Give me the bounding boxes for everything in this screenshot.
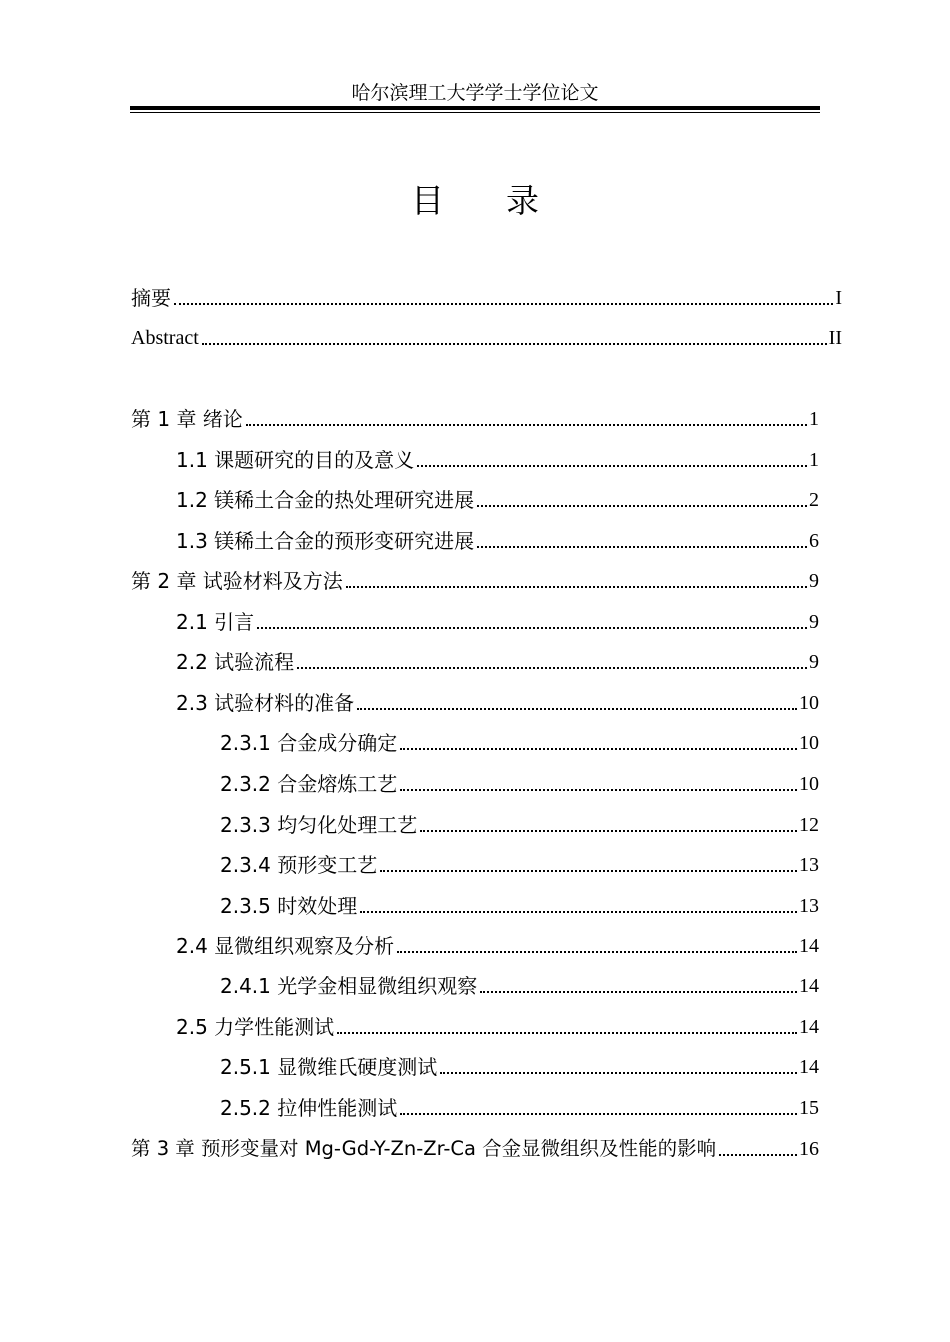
toc-entry-page: 15 [799, 1097, 819, 1119]
toc-entry-2-5-2[interactable] [220, 1090, 819, 1120]
toc-entry-label: 2.3.2 合金熔炼工艺 [220, 772, 398, 796]
toc-entry-page: 13 [799, 854, 819, 876]
toc-entry-label: 1.2 镁稀土合金的热处理研究进展 [176, 488, 475, 512]
toc-heading [0, 175, 950, 222]
toc-entry-label: 第 3 章 预形变量对 Mg-Gd-Y-Zn-Zr-Ca 合金显微组织及性能的影响 [131, 1137, 717, 1160]
toc-entry-2-5[interactable] [176, 1009, 819, 1039]
toc-entry-label: 2.4.1 光学金相显微组织观察 [220, 974, 478, 998]
toc-leader-dots [357, 707, 797, 710]
toc-leader-dots [202, 342, 827, 345]
toc-entry-page: 9 [809, 611, 819, 633]
toc-entry-2-3[interactable] [176, 685, 819, 715]
toc-leader-dots [174, 302, 833, 305]
toc-entry-2-3-2[interactable] [220, 766, 819, 796]
toc-entry-page: 10 [799, 773, 819, 795]
toc-leader-dots [400, 788, 797, 791]
toc-entry-2-5-1[interactable] [220, 1049, 819, 1079]
toc-entry-page: 13 [799, 895, 819, 917]
toc-entry-page: 16 [799, 1138, 819, 1160]
toc-entry-label: 第 2 章 试验材料及方法 [131, 569, 343, 593]
toc-entry-1-1[interactable] [176, 442, 819, 472]
toc-entry-chapter-2[interactable] [131, 563, 819, 593]
toc-entry-label: 2.4 显微组织观察及分析 [176, 934, 395, 958]
toc-entry-chapter-3[interactable] [131, 1131, 819, 1161]
toc-leader-dots [397, 950, 797, 953]
toc-entry-page: 14 [799, 935, 819, 957]
toc-entry-label: 2.2 试验流程 [176, 650, 295, 674]
toc-entry-page: 2 [809, 489, 819, 511]
toc-entry-2-2[interactable] [176, 644, 819, 674]
toc-entry-page: I [835, 287, 842, 309]
toc-entry-2-4-1[interactable] [220, 968, 819, 998]
toc-entry-page: 14 [799, 1056, 819, 1078]
toc-entry-label: 2.3.3 均匀化处理工艺 [220, 813, 418, 837]
toc-entry-2-3-3[interactable] [220, 807, 819, 837]
toc-entry-label: 第 1 章 绪论 [131, 407, 243, 431]
toc-leader-dots [420, 829, 797, 832]
toc-leader-dots [360, 910, 797, 913]
toc-leader-dots [719, 1153, 797, 1156]
toc-entry-label: 2.5 力学性能测试 [176, 1015, 335, 1039]
toc-leader-dots [480, 990, 797, 993]
toc-leader-dots [297, 666, 807, 669]
toc-leader-dots [400, 1112, 797, 1115]
toc-leader-dots [440, 1071, 797, 1074]
toc-entry-2-4[interactable] [176, 928, 819, 958]
toc-entry-page: 1 [809, 449, 819, 471]
toc-entry-2-3-5[interactable] [220, 888, 819, 918]
toc-entry-1-3[interactable] [176, 523, 819, 553]
header-rule-thin [130, 112, 820, 113]
toc-entry-abstract-en[interactable] [131, 320, 842, 350]
toc-entry-label: 2.3.1 合金成分确定 [220, 731, 398, 755]
toc-entry-2-1[interactable] [176, 604, 819, 634]
toc-entry-page: 12 [799, 814, 819, 836]
toc-heading-char-1: 目 [411, 181, 444, 220]
toc-entry-label: 2.5.2 拉伸性能测试 [220, 1096, 398, 1120]
toc-entry-page: 14 [799, 1016, 819, 1038]
toc-entry-label: 1.1 课题研究的目的及意义 [176, 448, 415, 472]
toc-leader-dots [246, 423, 807, 426]
toc-leader-dots [477, 545, 807, 548]
toc-entry-label: 2.3 试验材料的准备 [176, 691, 355, 715]
toc-leader-dots [337, 1031, 797, 1034]
toc-entry-label: 1.3 镁稀土合金的预形变研究进展 [176, 529, 475, 553]
toc-leader-dots [257, 626, 807, 629]
toc-entry-page: 1 [809, 408, 819, 430]
toc-entry-1-2[interactable] [176, 482, 819, 512]
toc-entry-page: 9 [809, 651, 819, 673]
toc-entry-label: 2.3.5 时效处理 [220, 894, 358, 918]
toc-leader-dots [477, 504, 807, 507]
toc-heading-char-2: 录 [506, 181, 539, 220]
toc-entry-page: 10 [799, 732, 819, 754]
toc-entry-label: 2.5.1 显微维氏硬度测试 [220, 1055, 438, 1079]
toc-entry-abstract-cn[interactable] [131, 280, 842, 310]
toc-entry-page: 10 [799, 692, 819, 714]
toc-leader-dots [380, 869, 797, 872]
header-rule-thick [130, 106, 820, 110]
toc-entry-page: 6 [809, 530, 819, 552]
toc-entry-chapter-1[interactable] [131, 401, 819, 431]
toc-leader-dots [346, 585, 807, 588]
toc-leader-dots [417, 464, 807, 467]
toc-entry-2-3-4[interactable] [220, 847, 819, 877]
running-header-title: 哈尔滨理工大学学士学位论文 [351, 82, 599, 104]
toc-entry-page: II [828, 327, 842, 349]
toc-leader-dots [400, 747, 797, 750]
toc-entry-2-3-1[interactable] [220, 725, 819, 755]
toc-entry-label: 摘要 [131, 286, 171, 310]
toc-entry-page: 9 [809, 570, 819, 592]
toc-entry-page: 14 [799, 975, 819, 997]
toc-entry-label: 2.1 引言 [176, 610, 255, 634]
toc-entry-label: 2.3.4 预形变工艺 [220, 853, 378, 877]
toc-entry-label: Abstract [131, 327, 199, 349]
